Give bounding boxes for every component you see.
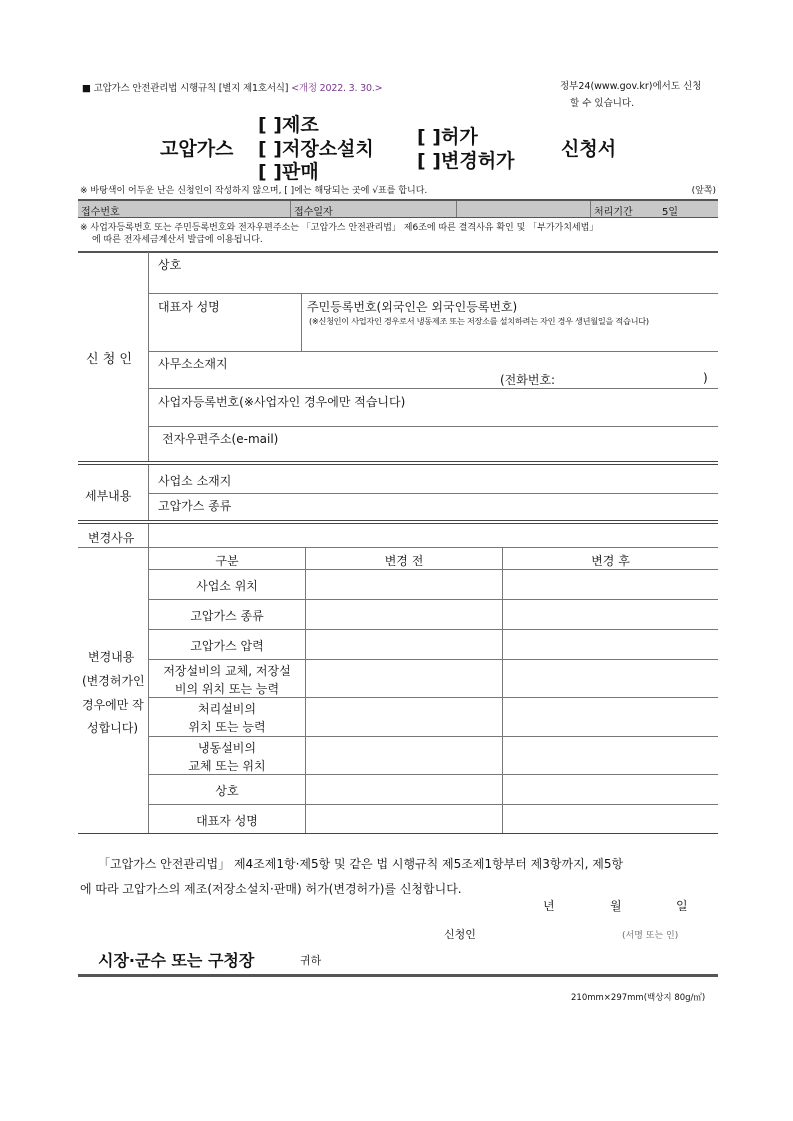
online-notice-line2: 할 수 있습니다. xyxy=(570,98,635,109)
row-site-location: 사업소 위치 xyxy=(196,579,258,593)
title-option-storage: [ ]저장소설치 xyxy=(258,138,374,160)
date-day: 일 xyxy=(676,899,688,913)
honorific: 귀하 xyxy=(300,954,322,967)
page-side-label: (앞쪽) xyxy=(691,186,716,196)
change-content-label-2: (변경허가인 xyxy=(82,674,145,688)
privacy-note xyxy=(80,222,720,246)
row-representative: 대표자 성명 xyxy=(196,814,258,828)
date-month: 월 xyxy=(610,899,622,913)
phone-label: (전화번호: xyxy=(500,373,556,387)
date-year: 년 xyxy=(543,899,555,913)
office-address-label: 사무소소재지 xyxy=(158,357,228,371)
paper-spec: 210mm×297mm(백상지 80g/㎡) xyxy=(571,993,706,1003)
form-title xyxy=(160,110,630,183)
row-processing-line1: 처리설비의 xyxy=(198,702,256,716)
online-notice xyxy=(560,78,720,112)
representative-name-label: 대표자 성명 xyxy=(158,300,220,314)
change-content-label-1: 변경내용 xyxy=(88,650,135,664)
business-number-label: 사업자등록번호(※사업자인 경우에만 적습니다) xyxy=(158,395,406,409)
col-category-header: 구분 xyxy=(215,554,239,568)
resident-number-label: 주민등록번호(외국인은 외국인등록번호) xyxy=(307,300,518,314)
online-notice-line1: 정부24(www.gov.kr)에서도 신청 xyxy=(560,81,702,92)
regulation-header xyxy=(82,80,382,94)
declaration xyxy=(80,852,730,902)
title-option-change-permit: [ ]변경허가 xyxy=(417,150,515,172)
instruction-text: ※ 바탕색이 어두운 난은 신청인이 작성하지 않으며, [ ]에는 해당되는 곳에 √표를 합니다. xyxy=(80,186,428,196)
title-option-sales: [ ]판매 xyxy=(258,161,319,183)
row-gas-type: 고압가스 종류 xyxy=(190,609,264,623)
processing-period-label: 처리기간 xyxy=(594,207,633,218)
title-suffix: 신청서 xyxy=(561,138,617,160)
receipt-number-label: 접수번호 xyxy=(81,207,120,218)
col-after-header: 변경 후 xyxy=(591,554,630,568)
sign-or-seal: (서명 또는 인) xyxy=(622,931,679,941)
company-name-label: 상호 xyxy=(158,258,182,272)
instruction-note xyxy=(80,183,720,196)
privacy-note-line1: ※ 사업자등록번호 또는 주민등록번호와 전자우편주소는 「고압가스 안전관리법」 제6조에 따른 결격사유 확인 및 「부가가치세법」 xyxy=(80,223,599,233)
resident-number-note: (※신청인이 사업자인 경우로서 냉동제조 또는 저장소를 설치하려는 자인 경우 생년월일을 적습니다) xyxy=(309,316,649,326)
row-company-name: 상호 xyxy=(215,784,239,798)
receipt-date-label: 접수일자 xyxy=(294,207,333,218)
privacy-note-line2: 에 따른 전자세금계산서 발급에 이용됩니다. xyxy=(92,235,263,245)
row-storage-line2: 비의 위치 또는 능력 xyxy=(174,682,280,696)
applicant-sign-label: 신청인 xyxy=(444,928,476,941)
declaration-line1: 「고압가스 안전관리법」 제4조제1항·제5항 및 같은 법 시행규칙 제5조제1항부터 제3항까지, 제5항 xyxy=(98,857,624,871)
change-content-label-4: 성합니다) xyxy=(87,721,139,735)
revision-date: <개정 2022. 3. 30.> xyxy=(291,83,383,94)
change-reason-label: 변경사유 xyxy=(88,531,135,545)
row-refrigeration-line2: 교체 또는 위치 xyxy=(188,759,266,773)
gas-type-label: 고압가스 종류 xyxy=(158,499,232,513)
processing-period-value: 5일 xyxy=(662,207,679,218)
details-section-label: 세부내용 xyxy=(85,489,132,503)
applicant-section-label: 신 청 인 xyxy=(86,352,132,367)
receipt-bar xyxy=(78,199,718,218)
addressee: 시장·군수 또는 구청장 xyxy=(98,951,255,970)
col-before-header: 변경 전 xyxy=(384,554,424,568)
row-refrigeration-line1: 냉동설비의 xyxy=(198,741,256,755)
site-address-label: 사업소 소재지 xyxy=(158,474,232,488)
declaration-line2: 에 따라 고압가스의 제조(저장소설치·판매) 허가(변경허가)를 신청합니다. xyxy=(80,882,462,896)
row-storage-line1: 저장설비의 교체, 저장설 xyxy=(163,664,291,678)
change-content-label-3: 경우에만 작 xyxy=(82,698,144,712)
title-option-permit: [ ]허가 xyxy=(417,126,478,148)
email-label: 전자우편주소(e-mail) xyxy=(162,432,279,446)
phone-close: ) xyxy=(703,371,708,385)
row-gas-pressure: 고압가스 압력 xyxy=(190,639,264,653)
title-main: 고압가스 xyxy=(160,138,234,160)
row-processing-line2: 위치 또는 능력 xyxy=(188,720,266,734)
title-option-manufacture: [ ]제조 xyxy=(258,114,319,136)
regulation-text: ■ 고압가스 안전관리법 시행규칙 [별지 제1호서식] xyxy=(82,83,289,94)
